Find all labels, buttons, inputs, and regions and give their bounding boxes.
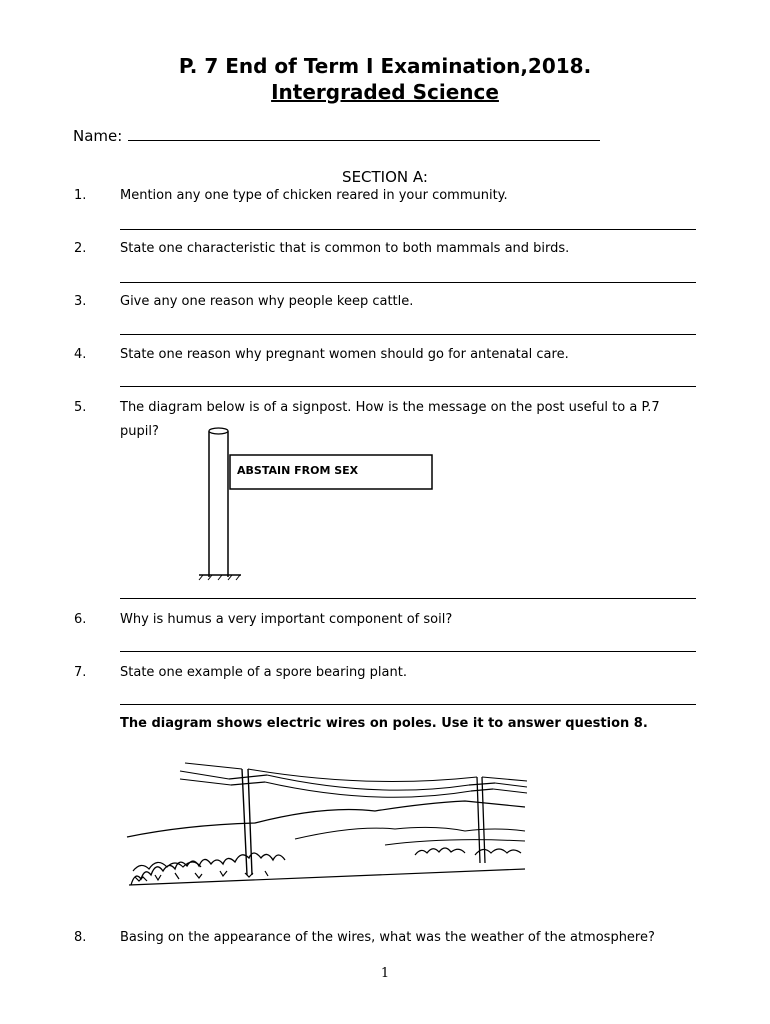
question-number: 5. bbox=[74, 400, 87, 415]
answer-line[interactable] bbox=[120, 334, 696, 335]
name-label: Name: bbox=[73, 127, 123, 145]
question-number: 6. bbox=[74, 612, 87, 627]
exam-title: P. 7 End of Term I Examination,2018. bbox=[178, 54, 592, 78]
question-number: 7. bbox=[74, 665, 87, 680]
page-number: 1 bbox=[380, 966, 390, 981]
name-row bbox=[73, 126, 600, 145]
question-number: 3. bbox=[74, 294, 87, 309]
section-title: SECTION A: bbox=[342, 168, 428, 186]
signpost-diagram bbox=[195, 425, 445, 585]
question-number: 8. bbox=[74, 930, 87, 945]
question-number: 2. bbox=[74, 241, 87, 256]
signpost-message: ABSTAIN FROM SEX bbox=[237, 464, 359, 477]
answer-line[interactable] bbox=[120, 651, 696, 652]
answer-line[interactable] bbox=[120, 598, 696, 599]
question-text: Give any one reason why people keep cattle. bbox=[120, 294, 414, 309]
question-text: The diagram below is of a signpost. How is the message on the post useful to a P.7 pupil? bbox=[120, 400, 660, 439]
question-number: 4. bbox=[74, 347, 87, 362]
answer-line[interactable] bbox=[120, 229, 696, 230]
exam-subtitle: Intergraded Science bbox=[271, 80, 499, 104]
question-text: State one example of a spore bearing plant. bbox=[120, 665, 407, 680]
answer-line[interactable] bbox=[120, 282, 696, 283]
answer-line[interactable] bbox=[120, 386, 696, 387]
question-text: Mention any one type of chicken reared in your community. bbox=[120, 188, 508, 203]
question-text: State one characteristic that is common to both mammals and birds. bbox=[120, 241, 570, 256]
question-number: 1. bbox=[74, 188, 87, 203]
question-text: Basing on the appearance of the wires, what was the weather of the atmosphere? bbox=[120, 930, 655, 945]
question-text: Why is humus a very important component of soil? bbox=[120, 612, 453, 627]
answer-line[interactable] bbox=[120, 704, 696, 705]
question-text: State one reason why pregnant women should go for antenatal care. bbox=[120, 347, 569, 362]
name-blank-line[interactable] bbox=[128, 126, 600, 141]
diagram-instruction: The diagram shows electric wires on poles. Use it to answer question 8. bbox=[120, 716, 648, 731]
electric-wires-diagram bbox=[125, 745, 530, 895]
